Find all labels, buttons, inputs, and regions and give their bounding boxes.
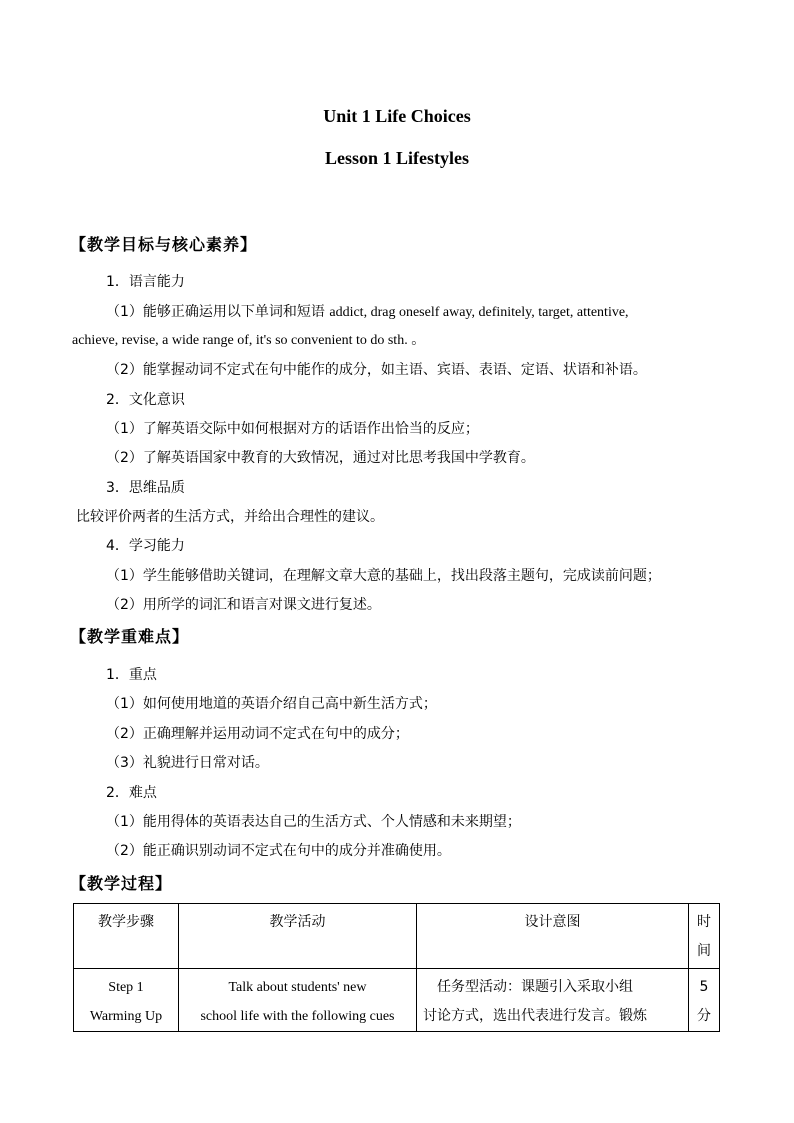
header-time-2: 间 xyxy=(697,943,711,959)
difficult-heading: 2．难点 xyxy=(106,785,157,801)
difficult-item-2: （2）能正确识别动词不定式在句中的成分并准确使用。 xyxy=(106,843,451,859)
thinking-item: 比较评价两者的生活方式，并给出合理性的建议。 xyxy=(76,509,384,525)
intent-line-2: 讨论方式，选出代表进行发言。锻炼 xyxy=(423,1008,647,1024)
language-ability-item-1 xyxy=(106,302,629,323)
unit-title: Unit 1 Life Choices xyxy=(323,106,471,126)
header-activity: 教学活动 xyxy=(179,904,417,969)
table-header-row xyxy=(74,904,720,969)
language-ability-heading: 1．语言能力 xyxy=(106,274,185,290)
intent-cell xyxy=(417,969,689,1032)
activity-line-1: Talk about students' new xyxy=(228,980,367,995)
table-row xyxy=(74,969,720,1032)
activity-cell xyxy=(179,969,417,1032)
thinking-heading: 3．思维品质 xyxy=(106,480,185,496)
cultural-item-2: （2）了解英语国家中教育的大致情况，通过对比思考我国中学教育。 xyxy=(106,450,535,466)
objectives-heading: 【教学目标与核心素养】 xyxy=(70,235,258,254)
learning-item-2: （2）用所学的词汇和语言对课文进行复述。 xyxy=(106,597,381,613)
process-table xyxy=(73,903,720,1032)
header-step: 教学步骤 xyxy=(74,904,179,969)
process-heading: 【教学过程】 xyxy=(70,874,173,893)
key-item-1: （1）如何使用地道的英语介绍自己高中新生活方式； xyxy=(106,696,437,712)
step-number: Step 1 xyxy=(108,980,144,995)
header-intent: 设计意图 xyxy=(417,904,689,969)
language-ability-item-1-cn: （1）能够正确运用以下单词和短语 xyxy=(106,304,330,320)
step-name: Warming Up xyxy=(89,1009,163,1024)
difficult-item-1: （1）能用得体的英语表达自己的生活方式、个人情感和未来期望； xyxy=(106,814,521,830)
cultural-heading: 2．文化意识 xyxy=(106,392,185,408)
header-time-1: 时 xyxy=(697,914,711,930)
activity-line-2: school life with the following cues xyxy=(200,1009,395,1024)
cultural-item-1: （1）了解英语交际中如何根据对方的话语作出恰当的反应； xyxy=(106,421,479,437)
learning-heading: 4．学习能力 xyxy=(106,538,185,554)
key-heading: 1．重点 xyxy=(106,667,157,683)
intent-line-1: 任务型活动：课题引入采取小组 xyxy=(437,979,633,995)
lesson-title: Lesson 1 Lifestyles xyxy=(325,148,469,168)
time-unit: 分 xyxy=(697,1008,711,1024)
time-cell xyxy=(689,969,720,1032)
time-value: 5 xyxy=(699,979,709,995)
language-ability-item-1-words: addict, drag oneself away, definitely, target, attentive, xyxy=(329,305,629,320)
language-ability-item-1-cont: achieve, revise, a wide range of, it's so convenient to do sth. 。 xyxy=(72,333,426,348)
key-item-2: （2）正确理解并运用动词不定式在句中的成分； xyxy=(106,726,409,742)
header-time xyxy=(689,904,720,969)
learning-item-1: （1）学生能够借助关键词，在理解文章大意的基础上，找出段落主题句，完成读前问题； xyxy=(106,568,661,584)
keypoints-heading: 【教学重难点】 xyxy=(70,627,190,646)
language-ability-item-2: （2）能掌握动词不定式在句中能作的成分，如主语、宾语、表语、定语、状语和补语。 xyxy=(106,362,647,378)
key-item-3: （3）礼貌进行日常对话。 xyxy=(106,755,269,771)
step-cell xyxy=(74,969,179,1032)
